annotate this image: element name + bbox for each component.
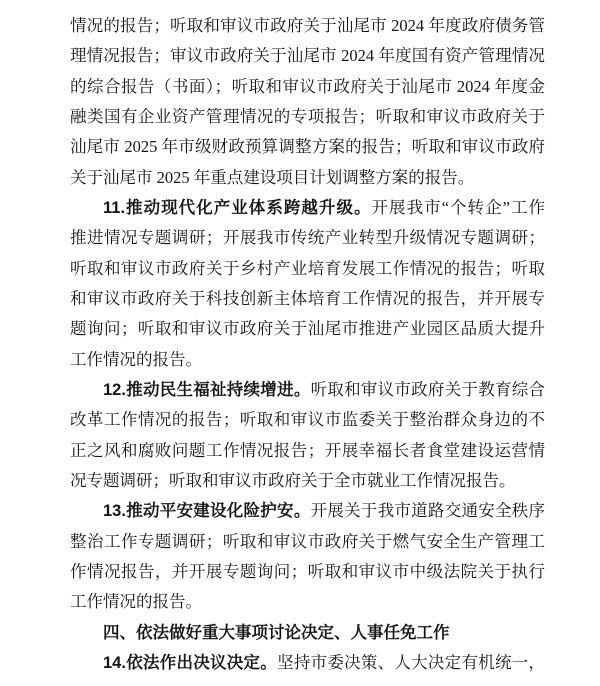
body-text: 融类国有企业资产管理情况的专项报告；听取和审议市政府关于 <box>70 106 545 126</box>
item-heading-bold: 12.推动民生福祉持续增进。 <box>103 380 311 399</box>
text-line <box>70 41 545 71</box>
body-text: 理情况报告；审议市政府关于汕尾市 2024 年度国有资产管理情况 <box>70 46 545 66</box>
body-text: 作情况报告，并开展专题询问；听取和审议市中级法院关于执行 <box>70 561 545 581</box>
body-text: 工作情况的报告。 <box>70 349 202 369</box>
text-line-item-12 <box>70 375 545 405</box>
body-text: 情况的报告；听取和审议市政府关于汕尾市 2024 年度政府债务管 <box>70 16 545 35</box>
body-text: 关于汕尾市 2025 年重点建设项目计划调整方案的报告。 <box>70 167 475 187</box>
text-line <box>70 284 545 314</box>
text-line-item-11 <box>70 193 545 223</box>
text-line <box>70 11 545 41</box>
body-text: 题询问；听取和审议市政府关于汕尾市推进产业园区品质大提升 <box>70 319 545 339</box>
text-line <box>70 436 545 466</box>
body-text: 的综合报告（书面）；听取和审议市政府关于汕尾市 2024 年度金 <box>70 76 545 96</box>
body-text: 和审议市政府关于科技创新主体培育工作情况的报告，并开展专 <box>70 288 545 308</box>
body-text: 听取和审议市政府关于教育综合 <box>310 379 545 399</box>
text-line <box>70 345 545 375</box>
text-line <box>70 163 545 193</box>
text-line <box>70 72 545 102</box>
text-line-item-14 <box>70 648 545 678</box>
text-line <box>70 223 545 253</box>
body-text: 推进情况专题调研；开展我市传统产业转型升级情况专题调研； <box>70 228 545 248</box>
text-line-item-13 <box>70 496 545 526</box>
body-text: 工作情况的报告。 <box>70 592 202 612</box>
text-line <box>70 132 545 162</box>
item-heading-bold: 13.推动平安建设化险护安。 <box>103 502 311 521</box>
text-line <box>70 405 545 435</box>
text-line <box>70 587 545 617</box>
body-text: 开展关于我市道路交通安全秩序 <box>310 501 545 521</box>
text-column <box>70 11 545 678</box>
item-heading-bold: 14.依法作出决议决定。 <box>103 653 278 672</box>
body-text: 开展我市“个转企”工作 <box>371 197 545 217</box>
text-line <box>70 314 545 344</box>
body-text: 况专题调研；听取和审议市政府关于全市就业工作情况报告。 <box>70 470 516 490</box>
body-text: 坚持市委决策、人大决定有机统一， <box>277 652 545 672</box>
item-heading-bold: 11.推动现代化产业体系跨越升级。 <box>103 198 372 217</box>
section-heading-bold: 四、依法做好重大事项讨论决定、人事任免工作 <box>103 623 450 642</box>
text-line <box>70 527 545 557</box>
section-heading-4 <box>70 618 545 648</box>
body-text: 整治工作专题调研；听取和审议市政府关于燃气安全生产管理工 <box>70 531 545 551</box>
text-line <box>70 557 545 587</box>
body-text: 汕尾市 2025 年市级财政预算调整方案的报告；听取和审议市政府 <box>70 137 545 157</box>
body-text: 改革工作情况的报告；听取和审议市监委关于整治群众身边的不 <box>70 410 545 430</box>
text-line <box>70 102 545 132</box>
text-line <box>70 254 545 284</box>
text-line <box>70 466 545 496</box>
body-text: 听取和审议市政府关于乡村产业培育发展工作情况的报告；听取 <box>70 258 545 278</box>
body-text: 正之风和腐败问题工作情况报告；开展幸福长者食堂建设运营情 <box>70 440 545 460</box>
